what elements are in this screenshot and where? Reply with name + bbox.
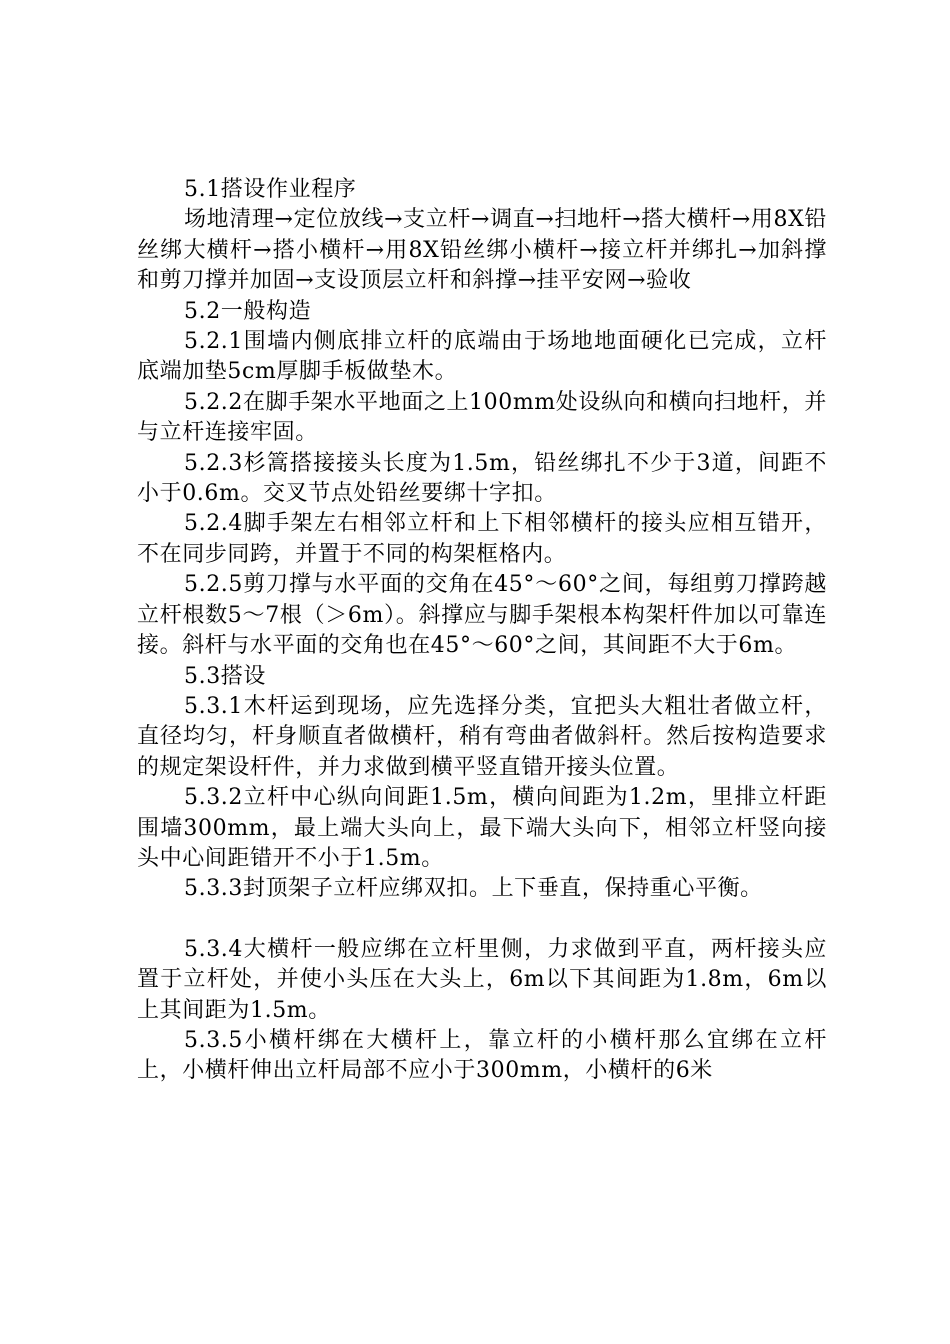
paragraph-5-2-2: 5.2.2在脚手架水平地面之上100mm处设纵向和横向扫地杆，并与立杆连接牢固。 — [137, 389, 827, 446]
paragraph-5-2-1: 5.2.1围墙内侧底排立杆的底端由于场地地面硬化已完成，立杆底端加垫5cm厚脚手板做垫木。 — [137, 329, 827, 385]
paragraph-5-2-4: 5.2.4脚手架左右相邻立杆和上下相邻横杆的接头应相互错开，不在同步同跨，并置于不同的构架框格内。 — [137, 511, 827, 567]
heading-5-1: 5.1搭设作业程序 — [184, 177, 357, 202]
document-body — [137, 175, 827, 1087]
paragraph-5-3-1: 5.3.1木杆运到现场，应先选择分类，宜把头大粗壮者做立杆，直径均匀，杆身顺直者做横杆，稍有弯曲者做斜杆。然后按构造要求的规定架设杆件，并力求做到横平竖直错开接头位置。 — [137, 693, 827, 780]
heading-5-3: 5.3搭设 — [184, 663, 266, 689]
paragraph-procedure-flow: 场地清理→定位放线→支立杆→调直→扫地杆→搭大横杆→用8X铅丝绑大横杆→搭小横杆→用8X铅丝绑小横杆→接立杆并绑扎→加斜撑和剪刀撑并加固→支设顶层立杆和斜撑→挂平安网→验收 — [137, 207, 827, 294]
paragraph-5-3-3: 5.3.3封顶架子立杆应绑双扣。上下垂直，保持重心平衡。 — [184, 876, 763, 902]
paragraph-5-3-2: 5.3.2立杆中心纵向间距1.5m，横向间距为1.2m，里排立杆距围墙300mm，最上端大头向上，最下端大头向下，相邻立杆竖向接头中心间距错开不小于1.5m。 — [137, 785, 827, 871]
heading-5-2: 5.2一般构造 — [184, 298, 312, 324]
paragraph-5-2-5: 5.2.5剪刀撑与水平面的交角在45°～60°之间，每组剪刀撑跨越立杆根数5～7根（＞6m）。斜撑应与脚手架根本构架杆件加以可靠连接。斜杆与水平面的交角也在45°～60°之间，其间距不大于6m。 — [137, 572, 827, 659]
paragraph-5-3-4: 5.3.4大横杆一般应绑在立杆里侧，力求做到平直，两杆接头应置于立杆处，并使小头压在大头上，6m以下其间距为1.8m，6m以上其间距为1.5m。 — [137, 936, 827, 1023]
paragraph-5-2-3: 5.2.3杉篙搭接接头长度为1.5m，铅丝绑扎不少于3道，间距不小于0.6m。交叉节点处铅丝要绑十字扣。 — [137, 450, 827, 507]
paragraph-5-3-5: 5.3.5小横杆绑在大横杆上，靠立杆的小横杆那么宜绑在立杆上，小横杆伸出立杆局部不应小于300mm，小横杆的6米 — [137, 1027, 827, 1084]
